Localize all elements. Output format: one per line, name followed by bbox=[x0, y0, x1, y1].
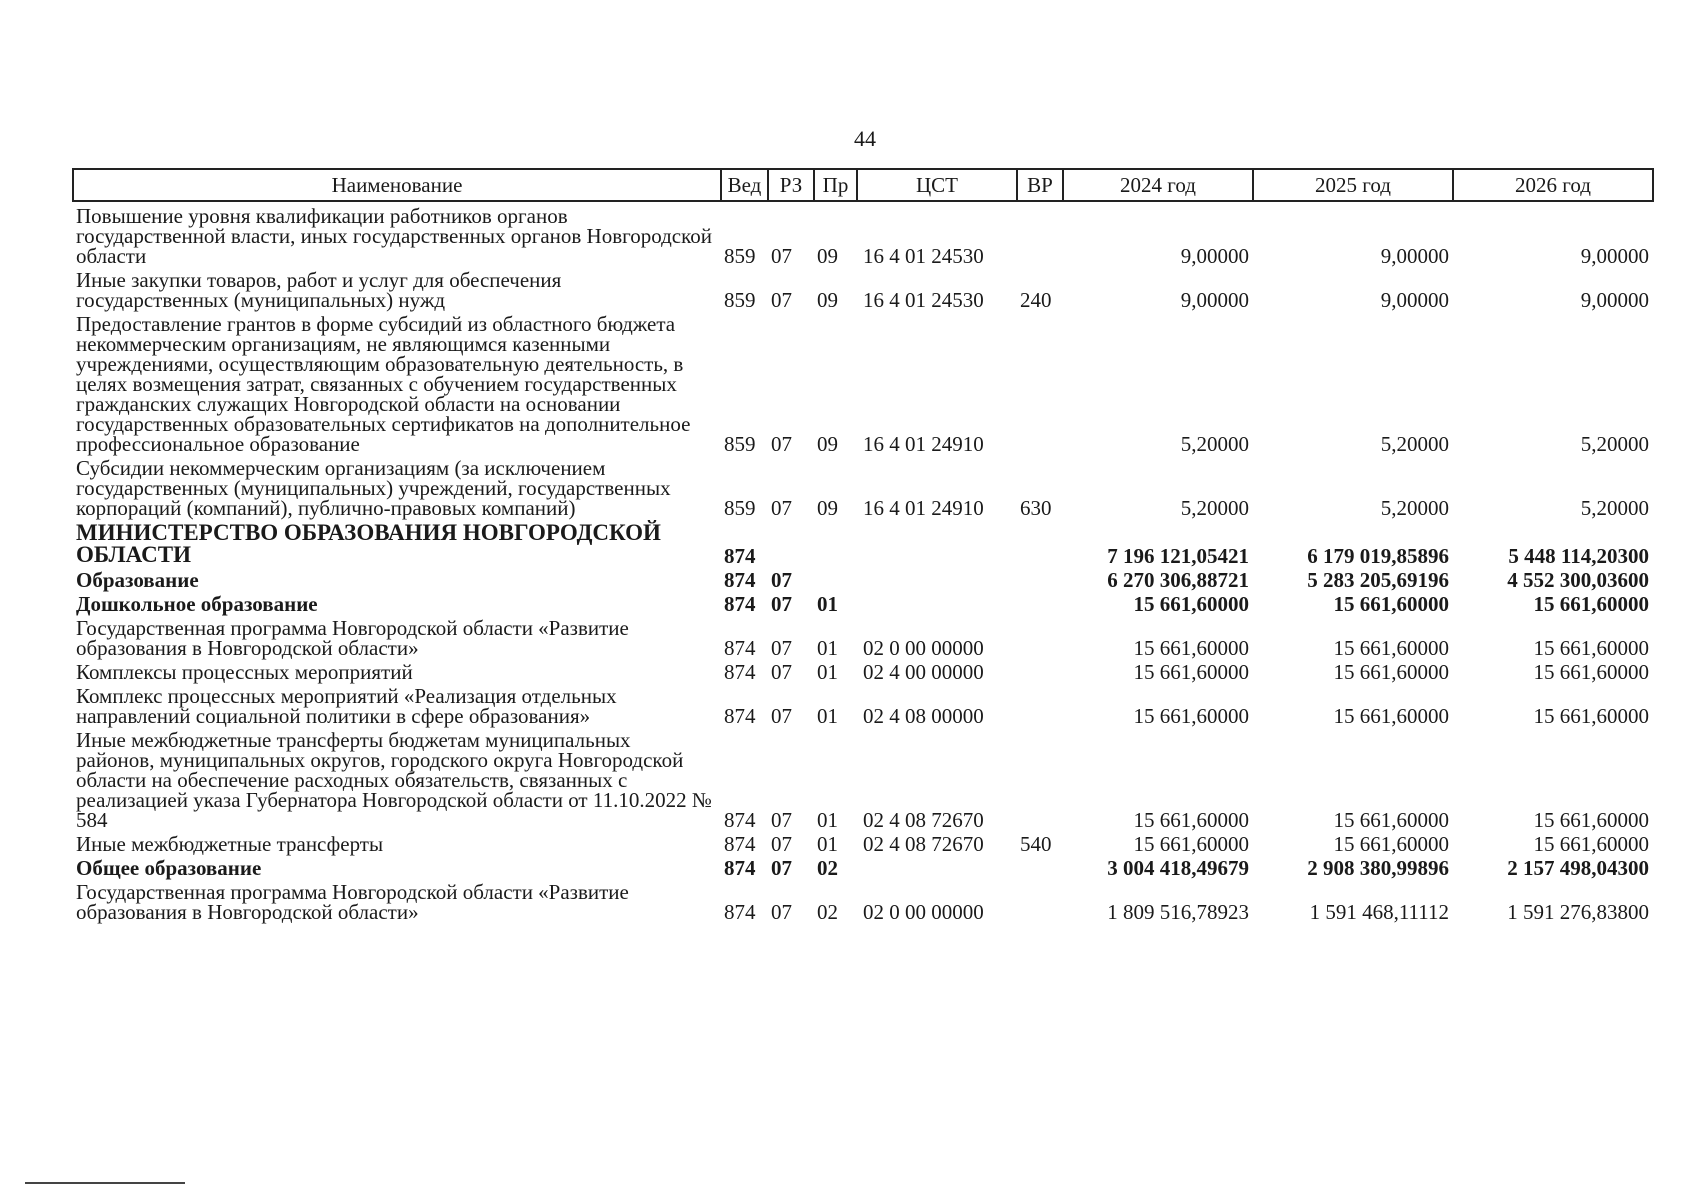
row-value-2024: 7 196 121,05421 bbox=[1107, 544, 1249, 568]
row-pr: 02 bbox=[817, 900, 838, 924]
row-value-2026: 15 661,60000 bbox=[1533, 636, 1649, 660]
row-pr: 01 bbox=[817, 808, 838, 832]
row-name: Повышение уровня квалификации работников органов государственной власти, иных государственных органов Новгородской области bbox=[76, 204, 712, 268]
row-vr bbox=[1017, 614, 1063, 658]
row-value-2026: 15 661,60000 bbox=[1533, 832, 1649, 856]
row-cst: 02 0 00 00000 bbox=[863, 636, 984, 660]
row-rz bbox=[768, 518, 814, 566]
row-value-2026: 5 448 114,20300 bbox=[1508, 544, 1649, 568]
header-year-2026: 2026 год bbox=[1453, 169, 1653, 201]
row-value-2026: 4 552 300,03600 bbox=[1507, 568, 1649, 592]
row-ved: 874 bbox=[724, 660, 756, 684]
row-value-2026: 15 661,60000 bbox=[1533, 704, 1649, 728]
row-value-2025: 15 661,60000 bbox=[1333, 808, 1449, 832]
row-pr: 09 bbox=[817, 432, 838, 456]
row-cst: 16 4 01 24910 bbox=[863, 432, 984, 456]
row-ved: 859 bbox=[724, 288, 756, 312]
row-value-2026: 15 661,60000 bbox=[1533, 592, 1649, 616]
row-rz: 07 bbox=[771, 432, 792, 456]
header-pr: Пр bbox=[814, 169, 857, 201]
row-ved: 874 bbox=[724, 832, 756, 856]
row-cst: 02 4 08 72670 bbox=[863, 808, 984, 832]
row-pr: 01 bbox=[817, 636, 838, 660]
row-value-2026: 1 591 276,83800 bbox=[1507, 900, 1649, 924]
row-pr: 09 bbox=[817, 496, 838, 520]
row-ved: 859 bbox=[724, 432, 756, 456]
table-row bbox=[73, 201, 1653, 266]
header-year-2024: 2024 год bbox=[1063, 169, 1253, 201]
row-value-2024: 5,20000 bbox=[1180, 432, 1249, 456]
table-row bbox=[73, 658, 1653, 682]
row-value-2025: 6 179 019,85896 bbox=[1307, 544, 1449, 568]
row-value-2025: 15 661,60000 bbox=[1333, 832, 1449, 856]
row-name: Предоставление грантов в форме субсидий из областного бюджета некоммерческим организациям, не являющимся казенными учреждениями, осуществляющим образовательную деятельность, в целях возмещения затрат, связанных с обучением государственных гражданских служащих Новгородской области на основании государственных образовательных сертификатов на дополнительное профессиональное образование bbox=[76, 312, 691, 456]
row-vr bbox=[1017, 310, 1063, 454]
row-vr bbox=[1017, 201, 1063, 266]
row-value-2025: 2 908 380,99896 bbox=[1307, 856, 1449, 880]
table-row bbox=[73, 590, 1653, 614]
row-name: Государственная программа Новгородской области «Развитие образования в Новгородской области» bbox=[76, 616, 629, 660]
row-value-2025: 5 283 205,69196 bbox=[1307, 568, 1449, 592]
row-cst: 16 4 01 24910 bbox=[863, 496, 984, 520]
row-cst: 02 4 00 00000 bbox=[863, 660, 984, 684]
header-year-2025: 2025 год bbox=[1253, 169, 1453, 201]
row-vr bbox=[1017, 566, 1063, 590]
row-pr: 09 bbox=[817, 288, 838, 312]
row-cst bbox=[857, 854, 1017, 878]
row-value-2026: 5,20000 bbox=[1580, 496, 1649, 520]
row-name: Государственная программа Новгородской области «Развитие образования в Новгородской области» bbox=[76, 880, 629, 924]
row-name: Комплекс процессных мероприятий «Реализация отдельных направлений социальной политики в сфере образования» bbox=[76, 684, 617, 728]
row-vr bbox=[1017, 854, 1063, 878]
row-vr bbox=[1017, 518, 1063, 566]
row-value-2024: 15 661,60000 bbox=[1133, 808, 1249, 832]
row-value-2026: 5,20000 bbox=[1580, 432, 1649, 456]
row-rz: 07 bbox=[771, 808, 792, 832]
row-rz: 07 bbox=[771, 636, 792, 660]
row-value-2024: 9,00000 bbox=[1180, 244, 1249, 268]
row-rz: 07 bbox=[771, 592, 792, 616]
row-ved: 874 bbox=[724, 544, 756, 568]
row-vr: 630 bbox=[1020, 496, 1052, 520]
row-value-2025: 9,00000 bbox=[1380, 244, 1449, 268]
row-value-2026: 9,00000 bbox=[1580, 288, 1649, 312]
row-vr bbox=[1017, 878, 1063, 922]
row-ved: 859 bbox=[724, 244, 756, 268]
row-rz: 07 bbox=[771, 496, 792, 520]
row-value-2025: 15 661,60000 bbox=[1333, 636, 1449, 660]
row-value-2024: 15 661,60000 bbox=[1133, 592, 1249, 616]
row-value-2025: 9,00000 bbox=[1380, 288, 1449, 312]
row-ved: 874 bbox=[724, 856, 756, 880]
row-ved: 874 bbox=[724, 704, 756, 728]
table-body bbox=[73, 201, 1653, 922]
row-vr bbox=[1017, 682, 1063, 726]
row-ved: 874 bbox=[724, 808, 756, 832]
row-name: Субсидии некоммерческим организациям (за исключением государственных (муниципальных) учреждений, государственных корпораций (компаний), публично-правовых компаний) bbox=[76, 456, 671, 520]
row-value-2026: 2 157 498,04300 bbox=[1507, 856, 1649, 880]
header-cst: ЦСТ bbox=[857, 169, 1017, 201]
row-value-2024: 3 004 418,49679 bbox=[1107, 856, 1249, 880]
row-name: Комплексы процессных мероприятий bbox=[76, 660, 413, 684]
row-pr: 01 bbox=[817, 832, 838, 856]
table-row bbox=[73, 454, 1653, 518]
row-name: Иные межбюджетные трансферты bbox=[76, 832, 384, 856]
header-name: Наименование bbox=[73, 169, 721, 201]
row-value-2026: 15 661,60000 bbox=[1533, 660, 1649, 684]
row-value-2024: 5,20000 bbox=[1180, 496, 1249, 520]
row-value-2025: 15 661,60000 bbox=[1333, 660, 1449, 684]
row-rz: 07 bbox=[771, 244, 792, 268]
row-pr: 01 bbox=[817, 592, 838, 616]
table-row bbox=[73, 310, 1653, 454]
row-vr: 540 bbox=[1020, 832, 1052, 856]
row-value-2024: 15 661,60000 bbox=[1133, 636, 1249, 660]
row-name: Иные межбюджетные трансферты бюджетам муниципальных районов, муниципальных округов, городского округа Новгородской области на обеспечение расходных обязательств, связанных с реализацией указа Губернатора Новгородской области от 11.10.2022 № 584 bbox=[76, 728, 712, 832]
budget-table bbox=[72, 168, 1654, 922]
row-pr: 02 bbox=[817, 856, 838, 880]
footer-divider bbox=[25, 1182, 185, 1184]
row-cst bbox=[857, 518, 1017, 566]
row-value-2024: 6 270 306,88721 bbox=[1107, 568, 1249, 592]
row-cst: 16 4 01 24530 bbox=[863, 288, 984, 312]
row-value-2025: 5,20000 bbox=[1380, 432, 1449, 456]
row-value-2026: 15 661,60000 bbox=[1533, 808, 1649, 832]
row-rz: 07 bbox=[771, 660, 792, 684]
row-rz: 07 bbox=[771, 856, 792, 880]
row-pr bbox=[814, 566, 857, 590]
row-value-2026: 9,00000 bbox=[1580, 244, 1649, 268]
row-name: МИНИСТЕРСТВО ОБРАЗОВАНИЯ НОВГОРОДСКОЙ ОБЛАСТИ bbox=[76, 520, 661, 567]
page-number: 44 bbox=[854, 126, 876, 151]
table-row bbox=[73, 726, 1653, 830]
row-value-2024: 15 661,60000 bbox=[1133, 660, 1249, 684]
row-value-2025: 5,20000 bbox=[1380, 496, 1449, 520]
row-rz: 07 bbox=[771, 288, 792, 312]
table-row bbox=[73, 518, 1653, 566]
row-cst bbox=[857, 590, 1017, 614]
row-cst: 16 4 01 24530 bbox=[863, 244, 984, 268]
row-rz: 07 bbox=[771, 704, 792, 728]
row-cst: 02 4 08 72670 bbox=[863, 832, 984, 856]
row-value-2024: 9,00000 bbox=[1180, 288, 1249, 312]
row-ved: 874 bbox=[724, 900, 756, 924]
header-rz: РЗ bbox=[768, 169, 814, 201]
row-ved: 859 bbox=[724, 496, 756, 520]
table-header-row bbox=[73, 169, 1653, 201]
table-row bbox=[73, 566, 1653, 590]
row-name: Образование bbox=[76, 568, 199, 592]
row-ved: 874 bbox=[724, 568, 756, 592]
row-pr: 09 bbox=[817, 244, 838, 268]
row-rz: 07 bbox=[771, 900, 792, 924]
row-cst: 02 0 00 00000 bbox=[863, 900, 984, 924]
row-vr: 240 bbox=[1020, 288, 1052, 312]
row-ved: 874 bbox=[724, 592, 756, 616]
row-name: Иные закупки товаров, работ и услуг для обеспечения государственных (муниципальных) нужд bbox=[76, 268, 562, 312]
row-pr: 01 bbox=[817, 660, 838, 684]
table-row bbox=[73, 878, 1653, 922]
row-value-2025: 15 661,60000 bbox=[1333, 592, 1449, 616]
row-cst: 02 4 08 00000 bbox=[863, 704, 984, 728]
row-rz: 07 bbox=[771, 832, 792, 856]
row-rz: 07 bbox=[771, 568, 792, 592]
header-ved: Вед bbox=[721, 169, 768, 201]
row-pr bbox=[814, 518, 857, 566]
table-row bbox=[73, 266, 1653, 310]
row-vr bbox=[1017, 658, 1063, 682]
row-name: Общее образование bbox=[76, 856, 262, 880]
row-vr bbox=[1017, 726, 1063, 830]
row-cst bbox=[857, 566, 1017, 590]
table-row bbox=[73, 614, 1653, 658]
row-value-2024: 1 809 516,78923 bbox=[1107, 900, 1249, 924]
header-vr: ВР bbox=[1017, 169, 1063, 201]
table-row bbox=[73, 682, 1653, 726]
row-pr: 01 bbox=[817, 704, 838, 728]
row-value-2024: 15 661,60000 bbox=[1133, 832, 1249, 856]
row-ved: 874 bbox=[724, 636, 756, 660]
table-row bbox=[73, 854, 1653, 878]
row-name: Дошкольное образование bbox=[76, 592, 318, 616]
row-value-2025: 1 591 468,11112 bbox=[1309, 900, 1449, 924]
row-value-2024: 15 661,60000 bbox=[1133, 704, 1249, 728]
table-row bbox=[73, 830, 1653, 854]
row-value-2025: 15 661,60000 bbox=[1333, 704, 1449, 728]
row-vr bbox=[1017, 590, 1063, 614]
